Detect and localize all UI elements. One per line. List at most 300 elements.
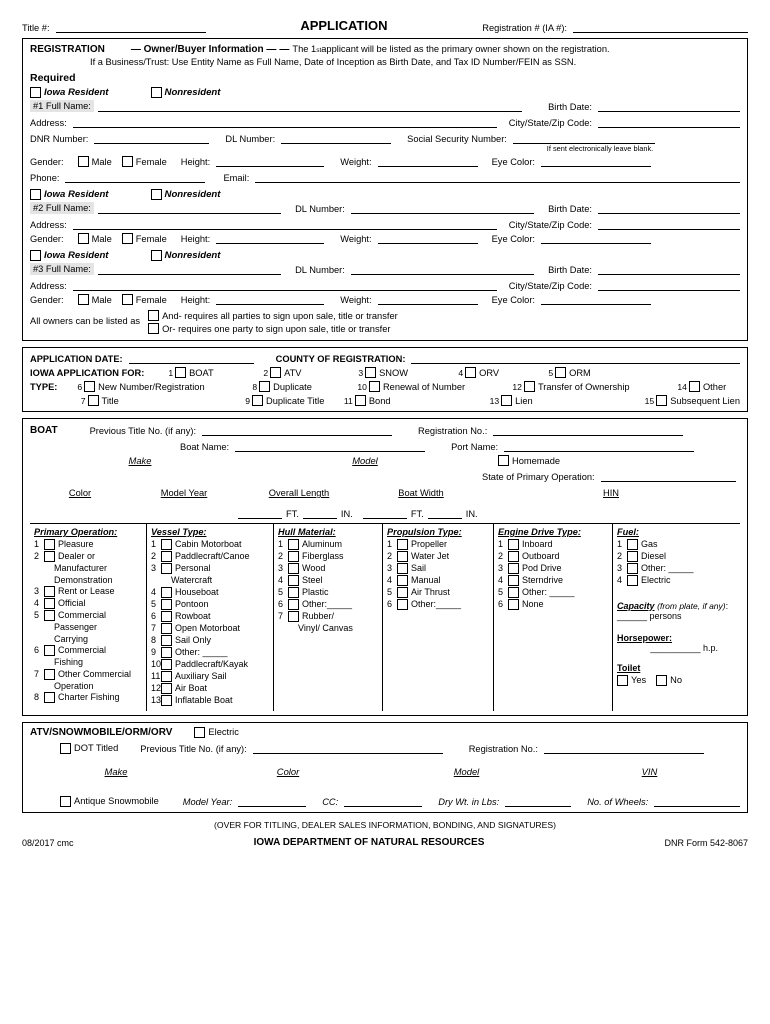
county-label: COUNTY OF REGISTRATION: [275,354,406,364]
applicant-3-name-input[interactable] [98,263,281,275]
vessel-type-12[interactable] [151,683,269,695]
checkbox-icon[interactable] [397,539,408,550]
hull-material-6[interactable] [278,599,378,611]
atv-section [22,722,748,813]
checkbox-icon[interactable] [78,156,89,167]
primary-op-1-num: 1 [34,539,40,549]
applicant-2-dl-input[interactable] [351,202,534,214]
applicant-2-address-row [30,218,740,230]
checkbox-icon[interactable] [288,587,299,598]
primary-op-7[interactable] [34,669,142,681]
vessel-type-9[interactable] [151,647,269,659]
primary-op-2-cont-1: Manufacturer [54,563,108,573]
hull-material-4-num: 4 [278,575,284,585]
engine-drive-1[interactable] [498,539,608,551]
checkbox-icon[interactable] [60,743,71,754]
propulsion-4[interactable] [387,575,489,587]
nonresident-checkbox-3[interactable] [151,250,221,261]
checkbox-icon[interactable] [84,381,95,392]
applicant-1-eyecolor-input[interactable] [541,155,651,167]
applicant-3-male-checkbox[interactable] [78,294,112,305]
fuel-2[interactable] [617,551,736,563]
checkbox-icon[interactable] [161,623,172,634]
checkbox-icon[interactable] [355,395,366,406]
applicant-1-dnr-label: DNR Number: [30,134,89,144]
vessel-type-4[interactable] [151,587,269,599]
type-bond[interactable] [344,395,490,406]
applicant-3-eyecolor-label: Eye Color: [491,295,535,305]
vessel-type-11-label: Auxiliary Sail [175,670,227,681]
primary-op-5[interactable] [34,610,142,622]
vessel-type-1-num: 1 [151,539,157,549]
boat-port-name-input[interactable] [504,440,694,452]
applicant-3-female-checkbox[interactable] [122,294,167,305]
boat-dimensions-row [30,507,740,519]
checkbox-icon[interactable] [617,675,628,686]
hull-material-3[interactable] [278,563,378,575]
checkbox-icon[interactable] [288,539,299,550]
checkbox-icon[interactable] [161,671,172,682]
propulsion-3[interactable] [387,563,489,575]
checkbox-icon[interactable] [365,367,376,378]
type-subsequent-lien[interactable] [645,395,740,406]
applicant-3-eyecolor-input[interactable] [541,293,651,305]
applicant-2-height-input[interactable] [216,232,324,244]
applicant-3-height-input[interactable] [216,293,324,305]
applicant-2-eyecolor-input[interactable] [541,232,651,244]
fuel-1[interactable] [617,539,736,551]
checkbox-icon[interactable] [30,189,41,200]
checkbox-icon[interactable] [148,323,159,334]
applicant-1-name-row [30,100,740,112]
applicant-3-address-input[interactable] [73,279,497,291]
type-transfer[interactable] [512,381,677,392]
checkbox-icon[interactable] [397,551,408,562]
checkbox-icon[interactable] [78,294,89,305]
capacity-value[interactable]: : ______ persons [617,600,729,621]
checkbox-icon[interactable] [44,692,55,703]
propulsion-1[interactable] [387,539,489,551]
checkbox-icon[interactable] [161,587,172,598]
applicant-2-gender-label: Gender: [30,234,64,244]
boat-name-row [30,440,740,452]
checkbox-icon[interactable] [30,250,41,261]
vessel-type-6-num: 6 [151,610,157,621]
checkbox-icon[interactable] [656,675,667,686]
app-for-orm-label: ORM [569,367,591,378]
app-for-snow[interactable] [358,367,458,378]
checkbox-icon[interactable] [151,87,162,98]
type-renewal-label: Renewal of Number [382,381,466,392]
applicant-1-dl-label: DL Number: [225,134,276,144]
atv-dot-titled-label: DOT Titled [74,743,119,753]
checkbox-icon[interactable] [44,610,55,621]
boat-specs-header-row [30,488,740,498]
applicant-1-phone-input[interactable] [65,171,205,183]
checkbox-icon[interactable] [151,250,162,261]
registration-number-input[interactable] [573,21,748,33]
checkbox-icon[interactable] [44,645,55,656]
page-footer [22,837,748,848]
toilet-no-label: No [670,675,683,685]
atv-electric-checkbox[interactable] [194,727,238,738]
applicant-1-ssn-label: Social Security Number: [407,134,507,144]
checkbox-icon[interactable] [465,367,476,378]
hull-material-1-num: 1 [278,539,284,549]
boat-width-in-input[interactable] [428,507,462,519]
checkbox-icon[interactable] [369,381,380,392]
boat-state-primary-op-input[interactable] [601,470,736,482]
applicant-2-address-input[interactable] [73,218,497,230]
engine-drive-3-num: 3 [498,563,504,573]
app-for-orm[interactable] [548,367,590,378]
application-info-section [22,347,748,412]
applicant-3-weight-input[interactable] [378,293,478,305]
atv-title-row [30,727,740,738]
applicant-2-citystatezip-input[interactable] [598,218,740,230]
registration-section-header: REGISTRATION — Owner/Buyer Information — — The 1 st applicant will be listed as the primary owner shown on the registration. [30,44,610,55]
checkbox-icon[interactable] [175,367,186,378]
type-new-number[interactable] [77,381,252,392]
applicant-2-weight-input[interactable] [378,232,478,244]
primary-op-2[interactable] [34,551,142,563]
fuel-3[interactable] [617,563,736,575]
iowa-resident-checkbox-2[interactable] [30,189,109,200]
fuel-header: Fuel: [617,527,639,537]
primary-op-8-num: 8 [34,692,40,702]
hull-material-column [274,524,383,711]
atv-vin-label: VIN [641,765,658,777]
checkbox-icon[interactable] [161,563,172,574]
nonresident-checkbox-1[interactable] [151,87,221,98]
atv-dot-titled-checkbox[interactable] [60,743,118,754]
vessel-type-4-label: Houseboat [175,586,219,597]
checkbox-icon[interactable] [161,635,172,646]
hull-material-2[interactable] [278,551,378,563]
hull-material-4[interactable] [278,575,378,587]
applicant-2-birthdate-input[interactable] [598,202,740,214]
applicant-1-citystatezip-input[interactable] [598,116,740,128]
engine-drive-type-header: Engine Drive Type: [498,527,581,537]
fuel-4[interactable] [617,575,736,587]
primary-op-7-label: Other Commercial [58,668,132,679]
hull-material-3-num: 3 [278,563,284,573]
checkbox-icon[interactable] [508,539,519,550]
type-title-num: 7 [80,395,86,406]
applicant-3-weight-label: Weight: [340,295,372,305]
checkbox-icon[interactable] [30,87,41,98]
vessel-type-7[interactable] [151,623,269,635]
checkbox-icon[interactable] [78,233,89,244]
propulsion-2-label: Water Jet [411,551,450,561]
vessel-type-11[interactable] [151,671,269,683]
vessel-type-10[interactable] [151,659,269,671]
checkbox-icon[interactable] [44,586,55,597]
checkbox-icon[interactable] [259,381,270,392]
checkbox-icon[interactable] [288,611,299,622]
hull-material-5[interactable] [278,587,378,599]
checkbox-icon[interactable] [689,381,700,392]
primary-op-5-cont-2: Carrying [54,633,89,644]
horsepower-value[interactable]: __________ h.p. [650,642,718,653]
type-lien[interactable] [490,395,645,406]
type-other[interactable] [677,381,726,392]
checkbox-icon[interactable] [122,156,133,167]
applicant-2-citystatezip-label: City/State/Zip Code: [508,220,592,230]
applicant-2-female-checkbox[interactable] [122,233,167,244]
engine-drive-2[interactable] [498,551,608,563]
engine-drive-4[interactable] [498,575,608,587]
revision-code: 08/2017 cmc [22,837,74,848]
checkbox-icon[interactable] [397,575,408,586]
boat-length-ft-input[interactable] [238,507,282,519]
checkbox-icon[interactable] [161,659,172,670]
checkbox-icon[interactable] [161,539,172,550]
form-number: DNR Form 542-8067 [664,837,748,848]
checkbox-icon[interactable] [508,551,519,562]
atv-antique-checkbox[interactable] [60,796,159,807]
primary-op-3[interactable] [34,586,142,598]
propulsion-6[interactable] [387,599,489,611]
vessel-type-3[interactable] [151,563,269,575]
atv-cc-input[interactable] [344,795,422,807]
checkbox-icon[interactable] [60,796,71,807]
horsepower-label: Horsepower: [617,632,673,643]
propulsion-4-num: 4 [387,575,393,585]
engine-drive-2-label: Outboard [522,551,560,561]
boat-state-primary-op-label: State of Primary Operation: [482,472,595,482]
checkbox-icon[interactable] [270,367,281,378]
boat-length-in-input[interactable] [303,507,337,519]
checkbox-icon[interactable] [656,395,667,406]
boat-width-ft-input[interactable] [363,507,407,519]
type-duplicate-num: 8 [252,381,258,392]
primary-op-7-num: 7 [34,668,40,679]
hull-material-6-label: Other:_____ [302,599,353,609]
checkbox-icon[interactable] [508,563,519,574]
engine-drive-6[interactable] [498,599,608,611]
checkbox-icon[interactable] [44,598,55,609]
fuel-4-num: 4 [617,575,623,585]
checkbox-icon[interactable] [288,551,299,562]
applicant-3-dl-input[interactable] [351,263,534,275]
over-note: (OVER FOR TITLING, DEALER SALES INFORMATION, BONDING, AND SIGNATURES) [214,819,556,830]
atv-wheels-input[interactable] [654,795,740,807]
atv-model-year-input[interactable] [238,795,306,807]
checkbox-icon[interactable] [148,310,159,321]
atv-registration-no-input[interactable] [544,742,704,754]
vessel-type-2[interactable] [151,551,269,563]
propulsion-2[interactable] [387,551,489,563]
iowa-resident-checkbox-1[interactable] [30,87,109,98]
fuel-2-label: Diesel [641,551,667,561]
applicant-1-female-checkbox[interactable] [122,156,167,167]
applicant-2-male-checkbox[interactable] [78,233,112,244]
primary-op-6[interactable] [34,645,142,657]
checkbox-icon[interactable] [122,294,133,305]
applicant-3-citystatezip-input[interactable] [598,279,740,291]
hull-material-1[interactable] [278,539,378,551]
type-lien-label: Lien [515,395,533,406]
app-for-boat[interactable] [168,367,263,378]
primary-op-1-label: Pleasure [58,539,94,549]
checkbox-icon[interactable] [194,727,205,738]
applicant-3-birthdate-label: Birth Date: [548,265,593,275]
vessel-type-8[interactable] [151,635,269,647]
boat-overall-length-label: Overall Length [268,488,330,498]
engine-drive-5[interactable] [498,587,608,599]
app-for-atv[interactable] [263,367,358,378]
applicant-1-address-input[interactable] [73,116,497,128]
type-duplicate-label: Duplicate [273,381,312,392]
checkbox-icon[interactable] [161,695,172,706]
checkbox-icon[interactable] [627,551,638,562]
checkbox-icon[interactable] [122,233,133,244]
vessel-type-8-label: Sail Only [175,634,212,645]
checkbox-icon[interactable] [161,611,172,622]
residency-row-3 [30,250,740,261]
engine-drive-3[interactable] [498,563,608,575]
engine-drive-4-label: Sterndrive [522,575,564,585]
applicant-1-name-input[interactable] [98,100,522,112]
checkbox-icon[interactable] [524,381,535,392]
vessel-type-6[interactable] [151,611,269,623]
vessel-type-10-num: 10 [151,658,162,669]
type-duplicate-title-label: Duplicate Title [266,395,325,406]
hull-material-7[interactable] [278,611,378,623]
boat-prev-title-input[interactable] [202,424,392,436]
vessel-type-5[interactable] [151,599,269,611]
checkbox-icon[interactable] [88,395,99,406]
nonresident-checkbox-2[interactable] [151,189,221,200]
title-number-label: Title #: [22,23,50,33]
form-header [22,18,748,33]
or-option-label: Or- requires one party to sign upon sale, title or transfer [162,323,391,334]
title-number-input[interactable] [56,21,206,33]
checkbox-icon[interactable] [397,587,408,598]
applicant-1-dnr-input[interactable] [94,132,209,144]
checkbox-icon[interactable] [508,599,519,610]
toilet-no-checkbox[interactable] [656,675,682,686]
hull-material-6-num: 6 [278,599,284,609]
applicant-1-ssn-input[interactable] [513,132,655,144]
toilet-yes-checkbox[interactable] [617,675,646,686]
propulsion-5[interactable] [387,587,489,599]
boat-homemade-checkbox[interactable] [498,455,560,466]
propulsion-5-num: 5 [387,587,393,597]
iowa-resident-checkbox-3[interactable] [30,250,109,261]
checkbox-icon[interactable] [161,647,172,658]
primary-op-3-num: 3 [34,586,40,596]
checkbox-icon[interactable] [288,563,299,574]
boat-homemade-label: Homemade [512,455,561,466]
checkbox-icon[interactable] [627,539,638,550]
applicant-1-birthdate-input[interactable] [598,100,740,112]
type-duplicate-title[interactable] [245,395,344,406]
checkbox-icon[interactable] [288,575,299,586]
atv-dry-weight-label: Dry Wt. in Lbs: [438,796,500,807]
checkbox-icon[interactable] [627,563,638,574]
checkbox-icon[interactable] [44,551,55,562]
checkbox-icon[interactable] [508,587,519,598]
and-option-checkbox[interactable] [148,310,398,321]
applicant-3-citystatezip-label: City/State/Zip Code: [508,281,592,291]
checkbox-icon[interactable] [508,575,519,586]
propulsion-1-num: 1 [387,539,393,549]
type-renewal[interactable] [357,381,512,392]
app-for-orv[interactable] [458,367,548,378]
applicant-2-name-input[interactable] [98,202,281,214]
checkbox-icon[interactable] [288,599,299,610]
applicant-1-gender-label: Gender: [30,157,64,167]
fuel-3-num: 3 [617,563,623,573]
applicant-1-height-input[interactable] [216,155,324,167]
type-transfer-num: 12 [512,381,522,392]
checkbox-icon[interactable] [252,395,263,406]
checkbox-icon[interactable] [501,395,512,406]
type-bond-label: Bond [368,395,391,406]
propulsion-type-column [383,524,494,711]
applicant-3-gender-row [30,293,740,305]
atv-prev-title-input[interactable] [253,742,443,754]
type-title[interactable] [81,395,245,406]
applicant-3-birthdate-input[interactable] [598,263,740,275]
boat-registration-no-input[interactable] [493,424,683,436]
boat-model-year-label: Model Year [160,488,208,498]
atv-dry-weight-input[interactable] [505,795,571,807]
boat-length-in-unit: IN. [340,509,353,519]
checkbox-icon[interactable] [161,599,172,610]
nonresident-label-2: Nonresident [164,189,221,200]
owner-info-note-1: The 1 [292,44,317,54]
primary-op-4[interactable] [34,598,142,610]
applicant-1-email-input[interactable] [255,171,740,183]
checkbox-icon[interactable] [627,575,638,586]
primary-op-4-label: Official [58,598,86,608]
checkbox-icon[interactable] [397,599,408,610]
applicant-1-weight-input[interactable] [378,155,478,167]
capacity-label: Capacity [617,600,655,611]
application-date-input[interactable] [129,353,254,364]
checkbox-icon[interactable] [151,189,162,200]
app-for-orv-label: ORV [479,367,500,378]
checkbox-icon[interactable] [44,539,55,550]
vessel-type-13[interactable] [151,695,269,707]
applicant-1-male-checkbox[interactable] [78,156,112,167]
county-input[interactable] [411,353,740,364]
checkbox-icon[interactable] [397,563,408,574]
primary-op-8[interactable] [34,692,142,704]
checkbox-icon[interactable] [555,367,566,378]
checkbox-icon[interactable] [161,551,172,562]
vessel-type-4-num: 4 [151,586,157,597]
boat-registration-no-label: Registration No.: [418,426,488,436]
primary-op-1[interactable] [34,539,142,551]
type-duplicate[interactable] [252,381,357,392]
applicant-1-male-label: Male [91,156,112,167]
or-option-checkbox[interactable] [148,323,398,334]
checkbox-icon[interactable] [161,683,172,694]
vessel-type-1[interactable] [151,539,269,551]
boat-width-ft-unit: FT. [410,509,424,519]
applicant-1-dl-input[interactable] [281,132,391,144]
type-transfer-label: Transfer of Ownership [537,381,630,392]
primary-operation-header: Primary Operation: [34,527,118,537]
checkbox-icon[interactable] [498,455,509,466]
primary-op-6-cont-1: Fishing [54,657,84,667]
checkbox-icon[interactable] [44,669,55,680]
boat-name-input[interactable] [235,440,425,452]
